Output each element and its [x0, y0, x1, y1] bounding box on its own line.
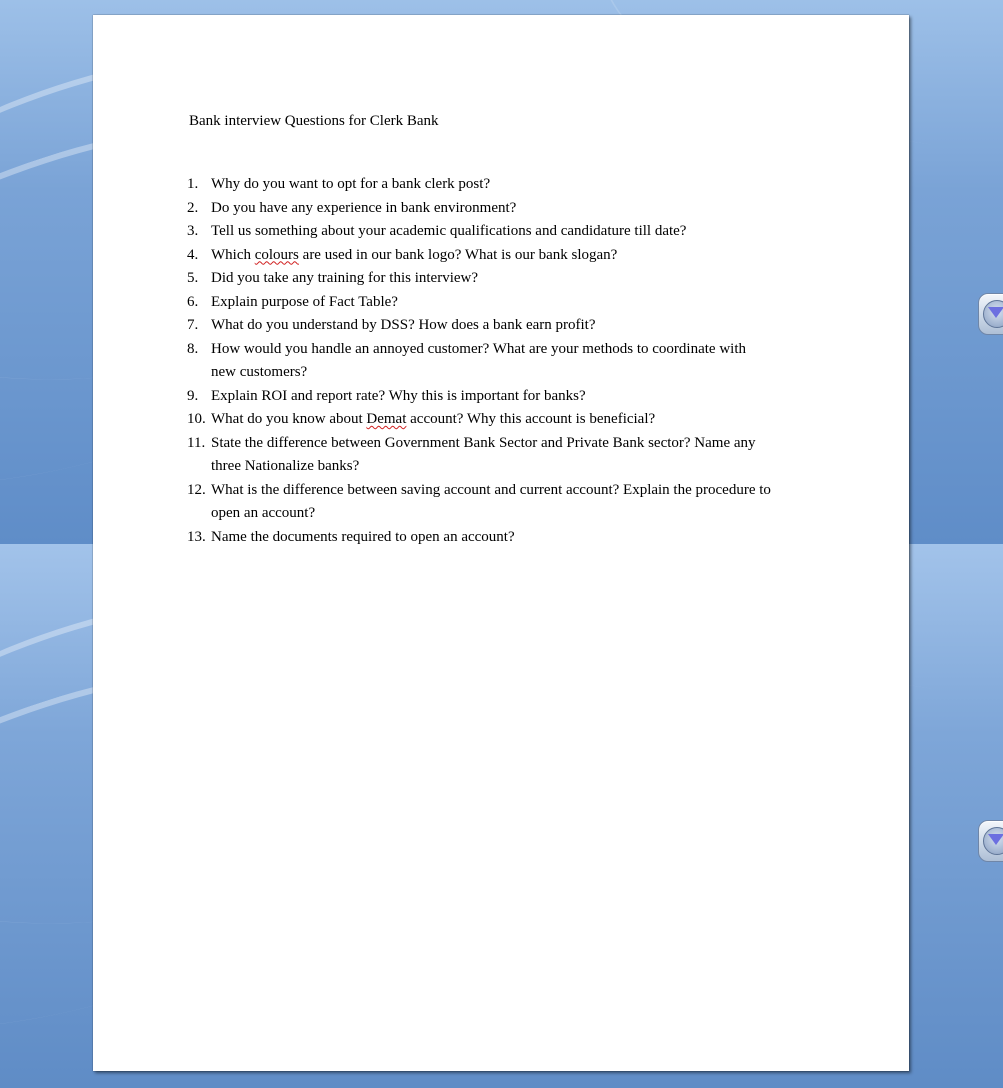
question-text: Which colours are used in our bank logo? What is our bank slogan?: [211, 246, 618, 263]
document-page[interactable]: [93, 15, 909, 1071]
list-item: [187, 244, 827, 268]
list-item: [187, 385, 827, 409]
list-item: [187, 173, 827, 197]
list-item: [187, 338, 827, 385]
question-text: Do you have any experience in bank environment?: [211, 199, 517, 216]
spellcheck-flagged-word[interactable]: Demat: [366, 411, 407, 427]
arrow-down-icon: [988, 834, 1003, 845]
question-text: Explain ROI and report rate? Why this is important for banks?: [211, 387, 586, 404]
list-number: 11.: [187, 434, 206, 451]
question-text: What is the difference between saving account and current account? Explain the procedure to open an account?: [211, 481, 771, 521]
list-number: 13.: [187, 528, 206, 545]
list-item: [187, 220, 827, 244]
list-number: 7.: [187, 317, 199, 333]
question-text: How would you handle an annoyed customer? What are your methods to coordinate with new customers?: [211, 340, 746, 380]
list-number: 3.: [187, 223, 199, 239]
list-item: [187, 479, 827, 526]
list-item: [187, 432, 827, 479]
list-number: 8.: [187, 340, 199, 357]
list-item: [187, 408, 827, 432]
question-text: Tell us something about your academic qualifications and candidature till date?: [211, 223, 687, 239]
question-text: Why do you want to opt for a bank clerk post?: [211, 176, 491, 192]
question-text: What do you understand by DSS? How does a bank earn profit?: [211, 317, 596, 333]
list-item: [187, 314, 827, 338]
list-item: [187, 267, 827, 291]
list-number: 12.: [187, 481, 206, 498]
question-text: Name the documents required to open an account?: [211, 528, 515, 545]
list-item: [187, 526, 827, 550]
list-number: 5.: [187, 270, 199, 286]
list-number: 1.: [187, 176, 199, 192]
list-item: [187, 291, 827, 315]
list-number: 4.: [187, 246, 199, 263]
spellcheck-flagged-word[interactable]: colours: [254, 246, 299, 263]
document-title: Bank interview Questions for Clerk Bank: [189, 113, 439, 129]
list-item: [187, 197, 827, 221]
list-number: 10.: [187, 411, 206, 427]
question-text: What do you know about Demat account? Why this account is beneficial?: [211, 411, 656, 427]
question-text: State the difference between Government Bank Sector and Private Bank sector? Name any three Nationalize banks?: [211, 434, 756, 474]
browse-button-bottom[interactable]: [978, 820, 1003, 862]
list-number: 9.: [187, 387, 199, 404]
list-number: 6.: [187, 293, 199, 310]
question-text: Did you take any training for this interview?: [211, 270, 479, 286]
arrow-down-icon: [988, 307, 1003, 318]
list-number: 2.: [187, 199, 199, 216]
browse-button-top[interactable]: [978, 293, 1003, 335]
questions-list: [187, 173, 827, 549]
question-text: Explain purpose of Fact Table?: [211, 293, 398, 310]
